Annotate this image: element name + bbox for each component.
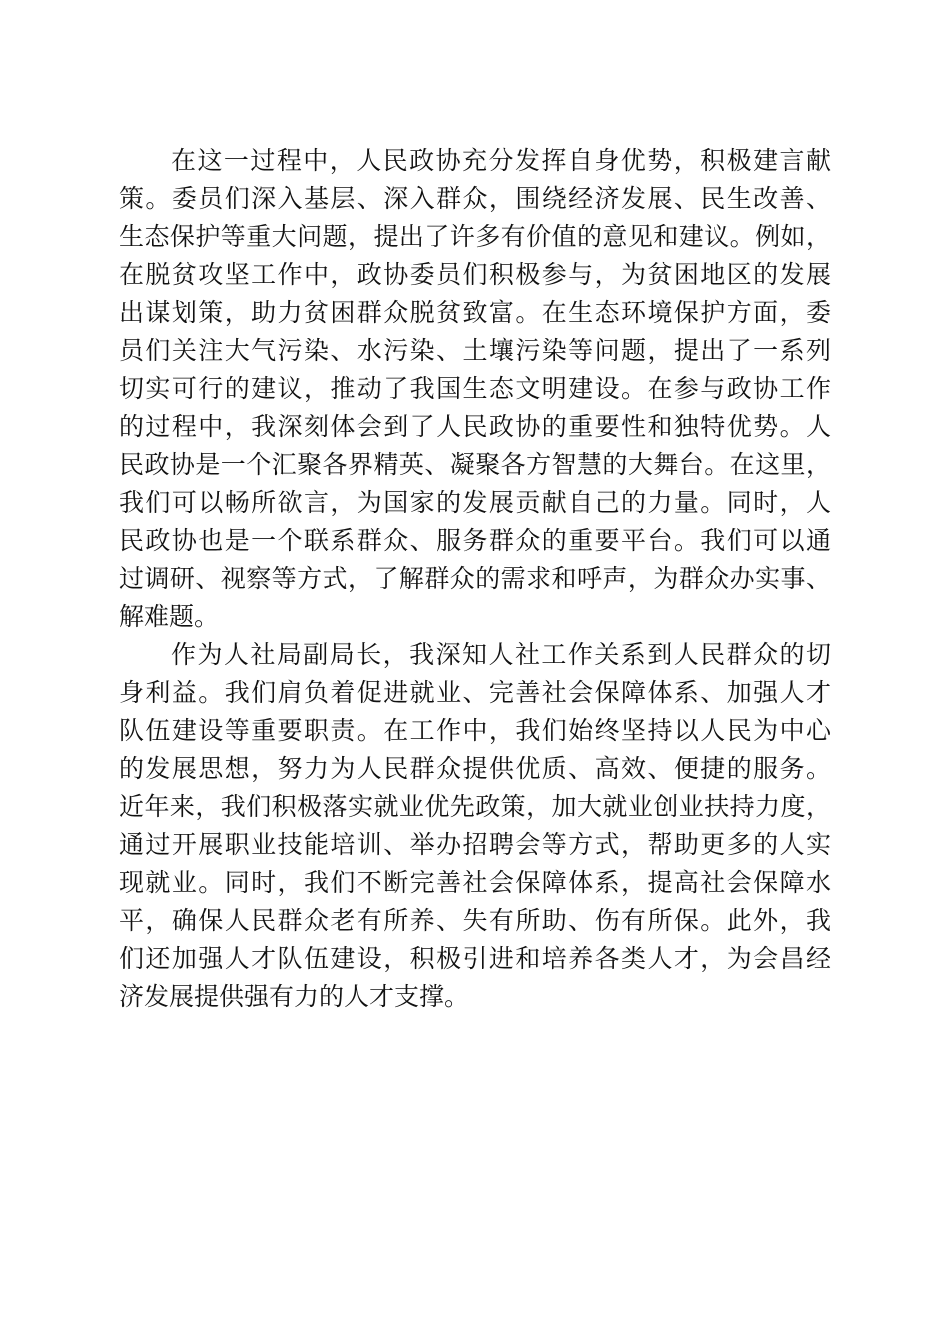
paragraph-line: 们还加强人才队伍建设，积极引进和培养各类人才，为会昌经 xyxy=(119,944,831,973)
paragraph-line: 切实可行的建议，推动了我国生态文明建设。在参与政协工作 xyxy=(119,374,831,403)
paragraph-line: 队伍建设等重要职责。在工作中，我们始终坚持以人民为中心 xyxy=(119,716,831,745)
paragraph-line: 济发展提供强有力的人才支撑。 xyxy=(119,982,470,1011)
paragraph-line: 在脱贫攻坚工作中，政协委员们积极参与，为贫困地区的发展 xyxy=(119,260,831,289)
paragraph-line: 作为人社局副局长，我深知人社工作关系到人民群众的切 xyxy=(171,640,831,669)
paragraph-line: 平，确保人民群众老有所养、失有所助、伤有所保。此外，我 xyxy=(119,906,831,935)
paragraph-line: 员们关注大气污染、水污染、土壤污染等问题，提出了一系列 xyxy=(119,336,831,365)
paragraph-line: 出谋划策，助力贫困群众脱贫致富。在生态环境保护方面，委 xyxy=(119,298,831,327)
paragraph-line: 的发展思想，努力为人民群众提供优质、高效、便捷的服务。 xyxy=(119,754,831,783)
paragraph-line: 策。委员们深入基层、深入群众，围绕经济发展、民生改善、 xyxy=(119,184,831,213)
paragraph-line: 近年来，我们积极落实就业优先政策，加大就业创业扶持力度， xyxy=(119,792,831,821)
paragraph-line: 我们可以畅所欲言，为国家的发展贡献自己的力量。同时，人 xyxy=(119,488,831,517)
paragraph-line: 解难题。 xyxy=(119,602,220,631)
paragraph-line: 现就业。同时，我们不断完善社会保障体系，提高社会保障水 xyxy=(119,868,831,897)
paragraph-line: 的过程中，我深刻体会到了人民政协的重要性和独特优势。人 xyxy=(119,412,831,441)
paragraph-line: 生态保护等重大问题，提出了许多有价值的意见和建议。例如， xyxy=(119,222,831,251)
paragraph-line: 民政协也是一个联系群众、服务群众的重要平台。我们可以通 xyxy=(119,526,831,555)
paragraph-line: 在这一过程中，人民政协充分发挥自身优势，积极建言献 xyxy=(171,146,831,175)
paragraph-line: 通过开展职业技能培训、举办招聘会等方式，帮助更多的人实 xyxy=(119,830,831,859)
paragraph-2 xyxy=(119,636,831,1016)
paragraph-1 xyxy=(119,142,831,636)
paragraph-line: 过调研、视察等方式，了解群众的需求和呼声，为群众办实事、 xyxy=(119,564,831,593)
paragraph-line: 身利益。我们肩负着促进就业、完善社会保障体系、加强人才 xyxy=(119,678,831,707)
paragraph-line: 民政协是一个汇聚各界精英、凝聚各方智慧的大舞台。在这里， xyxy=(119,450,831,479)
body-text xyxy=(119,142,831,1016)
